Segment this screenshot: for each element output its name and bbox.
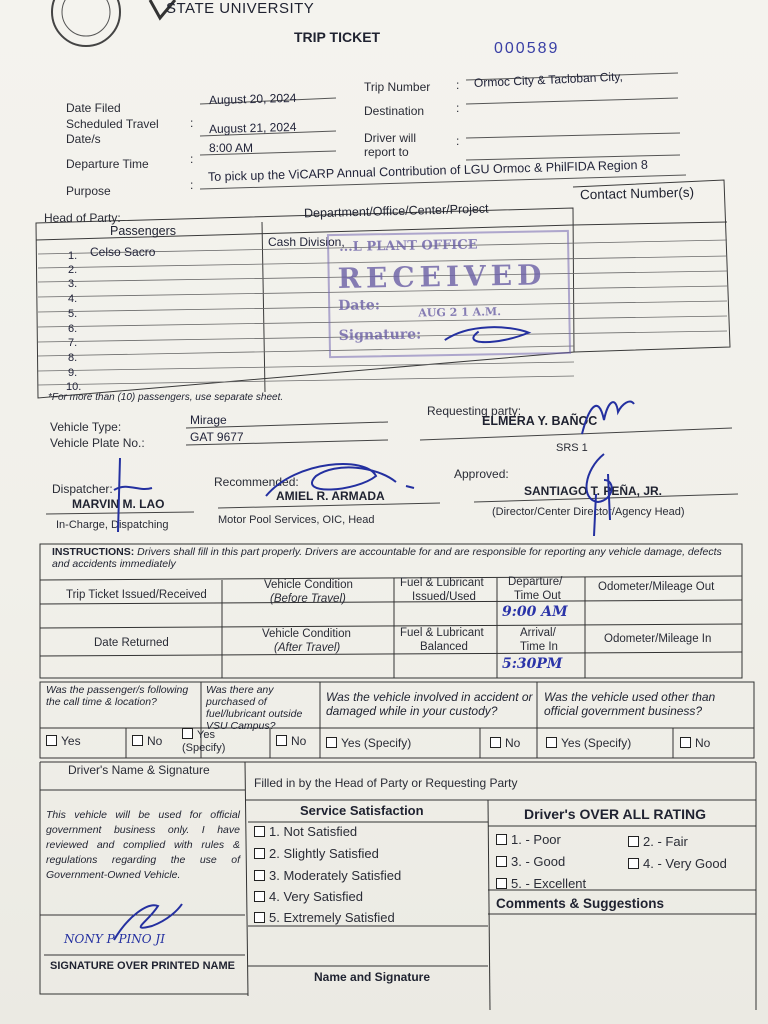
service-option-label: 2. Slightly Satisfied: [269, 846, 379, 861]
q4-no-checkbox[interactable]: [680, 736, 710, 750]
comments-title: Comments & Suggestions: [496, 896, 665, 911]
arrival-2: Time In: [520, 641, 558, 653]
colon: :: [456, 101, 460, 115]
service-option-5[interactable]: [254, 910, 395, 925]
departure-1: Departure/: [508, 576, 563, 588]
driver-signature-text: NONY P PINO JI: [64, 932, 165, 946]
no-label: No: [291, 734, 307, 748]
trip-number-label: Trip Number: [364, 80, 431, 94]
drivers-name-signature: Driver's Name & Signature: [68, 763, 210, 777]
col-contact: Contact Number(s): [579, 184, 695, 203]
before-travel: (Before Travel): [270, 593, 346, 605]
question-other-use: Was the vehicle used other than official government business?: [544, 690, 716, 718]
q4-yes-checkbox[interactable]: [546, 736, 631, 750]
driver-signature: [108, 896, 188, 946]
after-travel: (After Travel): [274, 642, 341, 654]
service-option-label: 4. Very Satisfied: [269, 889, 363, 904]
question-call-time: Was the passenger/s following the call time & location?: [46, 684, 189, 708]
yes-label: Yes: [197, 729, 215, 741]
q1-yes-checkbox[interactable]: [46, 734, 81, 748]
vehicle-condition-before: Vehicle Condition: [264, 579, 353, 591]
recommended-title: Motor Pool Services, OIC, Head: [218, 514, 375, 526]
purpose-value: To pick up the ViCARP Annual Contribution of LGU Ormoc & PhilFIDA Region 8: [207, 157, 649, 184]
recommended-name: AMIEL R. ARMADA: [276, 489, 385, 503]
rating-option-label: 4. - Very Good: [643, 856, 727, 871]
fuel-balanced-2: Balanced: [420, 641, 468, 653]
departure-time-label: Departure Time: [66, 157, 149, 171]
colon: :: [190, 116, 194, 130]
col-department: Department/Office/Center/Project: [303, 201, 489, 221]
q2-no-checkbox[interactable]: [276, 734, 306, 748]
approved-name: SANTIAGO T. PEÑA, JR.: [524, 484, 663, 498]
arrival-1: Arrival/: [520, 627, 556, 639]
passenger-num: 7.: [68, 337, 78, 349]
dispatcher-label: Dispatcher:: [52, 482, 113, 496]
rating-option-2[interactable]: [628, 834, 688, 849]
q2-specify: (Specify): [182, 742, 226, 754]
filled-by-label: Filled in by the Head of Party or Requesting Party: [254, 776, 518, 790]
question-accident: Was the vehicle involved in accident or damaged while in your custody?: [326, 690, 533, 718]
dispatcher-signature: [108, 452, 158, 542]
no-label: No: [695, 736, 711, 750]
passenger-num: 10.: [66, 381, 82, 393]
odometer-out: Odometer/Mileage Out: [598, 581, 715, 593]
vehicle-plate-label: Vehicle Plate No.:: [50, 436, 145, 450]
dispatcher-name: MARVIN M. LAO: [72, 497, 165, 511]
service-option-3[interactable]: [254, 868, 401, 883]
signature-over-printed-name: SIGNATURE OVER PRINTED NAME: [50, 960, 235, 972]
service-option-label: 1. Not Satisfied: [269, 824, 358, 839]
instructions-body: Drivers shall fill in this part properly. Drivers are accountable for and are responsible for reporting any vehicle damage, defects and accidents immediately: [52, 546, 722, 570]
stamp-signature: [438, 320, 539, 352]
service-option-2[interactable]: [254, 846, 379, 861]
rating-option-label: 5. - Excellent: [511, 876, 587, 891]
dispatcher-title: In-Charge, Dispatching: [56, 519, 169, 531]
no-label: No: [505, 736, 521, 750]
stamp-office: ...L PLANT OFFICE: [339, 237, 478, 255]
rating-option-4[interactable]: [628, 856, 727, 871]
colon: :: [456, 134, 460, 148]
document-title: TRIP TICKET: [294, 29, 381, 45]
purpose-label: Purpose: [66, 184, 111, 198]
colon: :: [190, 152, 194, 166]
passenger-name: Celso Sacro: [90, 245, 156, 259]
colon: :: [190, 178, 194, 192]
destination-value: Ormoc City & Tacloban City,: [473, 69, 624, 90]
requesting-party-title: SRS 1: [556, 442, 588, 454]
yes-label: Yes: [61, 734, 81, 748]
no-label: No: [147, 734, 163, 748]
vehicle-type-value: Mirage: [190, 413, 227, 427]
recommended-signature: [256, 456, 426, 506]
declaration-text: This vehicle will be used for official government business only. I have reviewed and complied with rules & regulations regarding the use of Government-Owned Vehicle.: [46, 809, 240, 881]
rating-option-1[interactable]: [496, 832, 561, 847]
yes-specify-label: Yes (Specify): [341, 736, 412, 750]
requesting-party-label: Requesting party:: [427, 404, 522, 418]
head-of-party-label: Head of Party:: [44, 211, 121, 225]
university-name: STATE UNIVERSITY: [166, 0, 315, 17]
service-satisfaction-title: Service Satisfaction: [300, 803, 424, 818]
service-option-1[interactable]: [254, 824, 357, 839]
driver-report-label-2: report to: [364, 145, 409, 159]
q3-no-checkbox[interactable]: [490, 736, 520, 750]
date-returned: Date Returned: [94, 637, 169, 649]
rating-option-label: 3. - Good: [511, 854, 566, 869]
scheduled-travel-label: Scheduled Travel: [66, 117, 159, 131]
vehicle-plate-value: GAT 9677: [190, 430, 244, 444]
scheduled-value: August 21, 2024: [208, 119, 297, 137]
service-option-label: 5. Extremely Satisfied: [269, 910, 395, 925]
passenger-num: 8.: [68, 352, 78, 364]
date-filed-label: Date Filed: [66, 101, 121, 115]
fuel-issued-1: Fuel & Lubricant: [400, 577, 484, 589]
time-in-value: 5:30PM: [502, 656, 563, 672]
q3-yes-checkbox[interactable]: [326, 736, 411, 750]
instructions-bold: INSTRUCTIONS:: [52, 546, 135, 558]
q2-yes-checkbox[interactable]: [182, 728, 215, 741]
passenger-num: 2.: [68, 264, 78, 276]
vehicle-condition-after: Vehicle Condition: [262, 628, 351, 640]
received-stamp: [327, 230, 573, 360]
approved-signature: [574, 450, 634, 540]
vehicle-type-label: Vehicle Type:: [50, 420, 122, 434]
passenger-num: 1.: [68, 250, 78, 262]
approved-label: Approved:: [454, 467, 509, 481]
rating-option-3[interactable]: [496, 854, 565, 869]
passenger-num: 9.: [68, 367, 78, 379]
fuel-issued-2: Issued/Used: [412, 591, 476, 603]
requesting-party-name: ELMERA Y. BAÑOC: [482, 414, 598, 428]
departure-value: 8:00 AM: [209, 141, 254, 155]
approved-title: (Director/Center Director/Agency Head): [492, 506, 685, 518]
passenger-num: 6.: [68, 323, 78, 335]
departure-2: Time Out: [514, 590, 561, 602]
ticket-number: 000589: [494, 40, 560, 57]
recommended-label: Recommended:: [214, 475, 299, 489]
rating-option-label: 1. - Poor: [511, 832, 561, 847]
passenger-num: 3.: [68, 278, 78, 290]
time-out-value: 9:00 AM: [502, 604, 568, 620]
rating-title: Driver's OVER ALL RATING: [524, 806, 706, 822]
requesting-signature: [578, 390, 638, 440]
stamp-received: RECEIVED: [337, 258, 547, 295]
rating-option-label: 2. - Fair: [643, 834, 688, 849]
driver-report-label-1: Driver will: [364, 131, 416, 145]
rating-option-5[interactable]: [496, 876, 586, 891]
stamp-signature-label: Signature:: [338, 326, 422, 344]
trip-ticket-issued: Trip Ticket Issued/Received: [66, 589, 207, 601]
question-fuel-outside: Was there any purchased of fuel/lubricant outside VSU Campus?: [206, 684, 303, 732]
colon: :: [456, 78, 460, 92]
fuel-balanced-1: Fuel & Lubricant: [400, 627, 484, 639]
passengers-note: *For more than (10) passengers, use separate sheet.: [48, 392, 284, 403]
date-filed-value: August 20, 2024: [208, 90, 297, 108]
scheduled-dates-label: Date/s: [66, 132, 101, 146]
yes-specify-label: Yes (Specify): [561, 736, 632, 750]
col-passengers: Passengers: [110, 224, 177, 238]
passenger-num: 5.: [68, 308, 78, 320]
stamp-date-value: AUG 2 1 A.M.: [418, 305, 502, 320]
name-and-signature: Name and Signature: [314, 970, 431, 984]
odometer-in: Odometer/Mileage In: [604, 633, 712, 645]
service-option-4[interactable]: [254, 889, 363, 904]
q1-no-checkbox[interactable]: [132, 734, 162, 748]
passenger-dept: Cash Division,: [268, 235, 345, 249]
destination-label: Destination: [364, 104, 425, 118]
instructions-text: [52, 546, 742, 570]
stamp-date-label: Date:: [338, 297, 381, 314]
service-option-label: 3. Moderately Satisfied: [269, 868, 402, 883]
passenger-num: 4.: [68, 293, 78, 305]
